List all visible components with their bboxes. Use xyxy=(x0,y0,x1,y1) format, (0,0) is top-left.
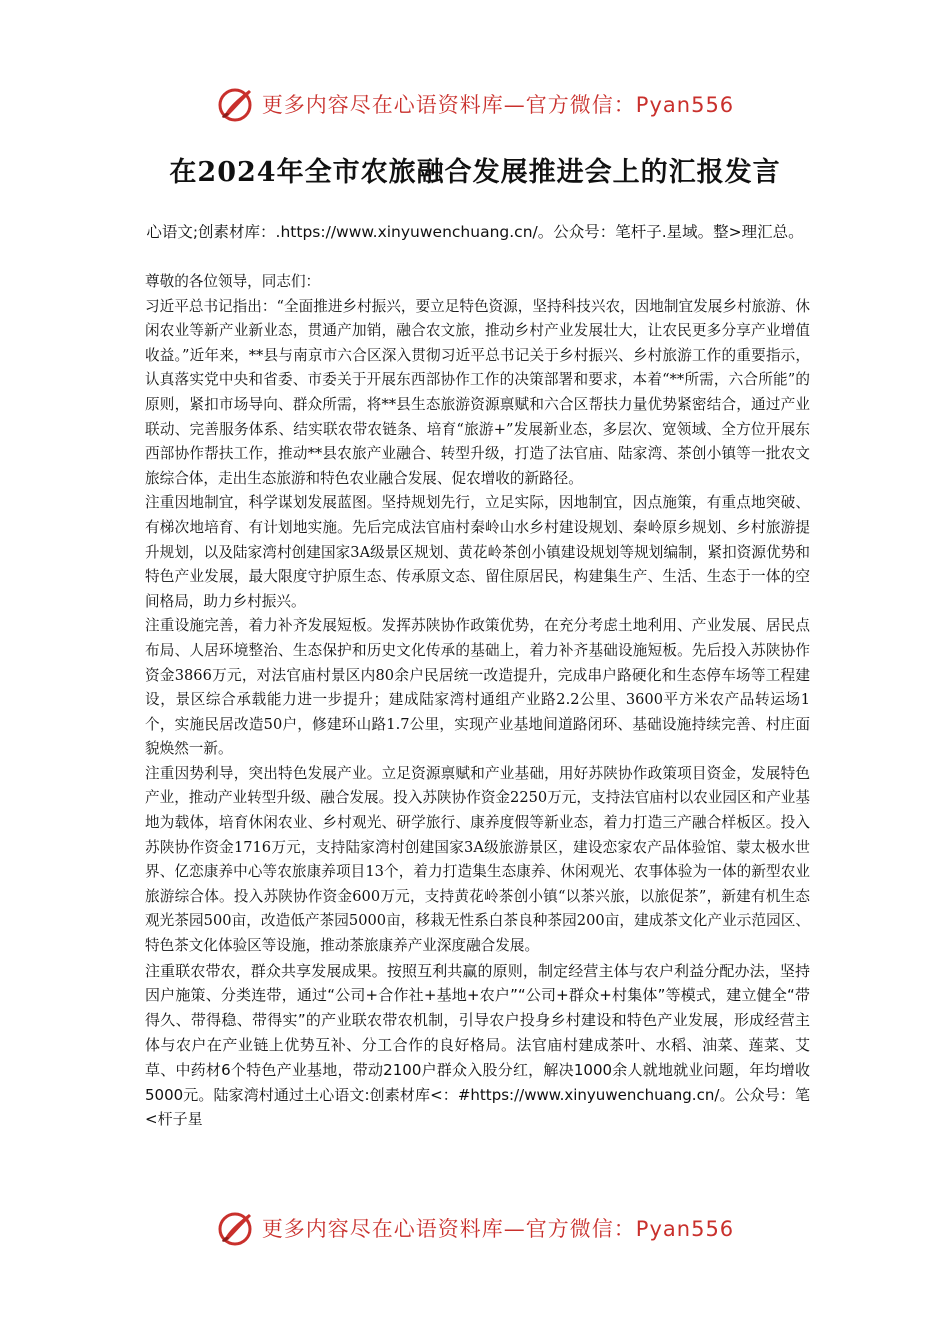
paragraph: 注重联农带农，群众共享发展成果。按照互利共赢的原则，制定经营主体与农户利益分配办法，坚持因户施策、分类连带，通过“公司+合作社+基地+农户”“公司+群众+村集体”等模式，建立健全“带得久、带得稳、带得实”的产业联农带农机制，引导农户投身乡村建设和特色产业发展，形成经营主体与农户在产业链上优势互补、分工合作的良好格局。法官庙村建成茶叶、水稻、油菜、莲菜、艾草、中药材6个特色产业基地，带动2100户群众入股分红，解决1000余人就地就业问题，年均增收5000元。陆家湾村通过土心语文:创素材库<：#https://www.xinyuwenchuang.cn/。公众号：笔<杆子星 xyxy=(145,961,810,1129)
footer-banner xyxy=(0,1206,950,1250)
paragraph: 注重因地制宜，科学谋划发展蓝图。坚持规划先行，立足实际，因地制宜，因点施策，有重点地突破、有梯次地培育、有计划地实施。先后完成法官庙村秦岭山水乡村建设规划、秦岭原乡规划、乡村旅游提升规划，以及陆家湾村创建国家3A级景区规划、黄花岭茶创小镇建设规划等规划编制，紧扣资源优势和特色产业发展，最大限度守护原生态、传承原文态、留住原居民，构建集生产、生活、生态于一体的空间格局，助力乡村振兴。 xyxy=(145,494,810,610)
greeting: 尊敬的各位领导，同志们： xyxy=(145,273,321,290)
brush-logo-icon xyxy=(216,1208,256,1248)
document-title: 在2024年全市农旅融合发展推进会上的汇报发言 xyxy=(169,157,781,188)
paragraph: 习近平总书记指出：“全面推进乡村振兴，要立足特色资源，坚持科技兴农，因地制宜发展乡村旅游、休闲农业等新产业新业态，贯通产加销，融合农文旅，推动乡村产业发展壮大，让农民更多分享产业增值收益。”近年来，**县与南京市六合区深入贯彻习近平总书记关于乡村振兴、乡村旅游工作的重要指示，认真落实党中央和省委、市委关于开展东西部协作工作的决策部署和要求，本着“**所需，六合所能”的原则，紧扣市场导向、群众所需，将**县生态旅游资源禀赋和六合区帮扶力量优势紧密结合，通过产业联动、完善服务体系、结实联农带农链条、培育“旅游+”发展新业态，多层次、宽领域、全方位开展东西部协作帮扶工作，推动**县农旅产业融合、转型升级，打造了法官庙、陆家湾、茶创小镇等一批农文旅综合体，走出生态旅游和特色农业融合发展、促农增收的新路径。 xyxy=(145,297,810,487)
header-banner xyxy=(0,82,950,126)
paragraph: 注重设施完善，着力补齐发展短板。发挥苏陕协作政策优势，在充分考虑土地利用、产业发展、居民点布局、人居环境整治、生态保护和历史文化传承的基础上，着力补齐基础设施短板。先后投入苏陕协作资金3866万元，对法官庙村景区内80余户民居统一改造提升，完成串户路硬化和生态停车场等工程建设，景区综合承载能力进一步提升；建成陆家湾村通组产业路2.2公里、3600平方米农产品转运场1个，实施民居改造50户，修建环山路1.7公里，实现产业基地间道路闭环、基础设施持续完善、村庄面貌焕然一新。 xyxy=(145,617,810,758)
document-body xyxy=(145,270,810,1132)
brush-logo-icon xyxy=(216,84,256,124)
banner-text: 更多内容尽在心语资料库—官方微信：Pyan556 xyxy=(261,93,735,117)
paragraph: 注重因势利导，突出特色发展产业。立足资源禀赋和产业基础，用好苏陕协作政策项目资金，发展特色产业，推动产业转型升级、融合发展。投入苏陕协作资金2250万元，支持法官庙村以农业园区和产业基地为载体，培育休闲农业、乡村观光、研学旅行、康养度假等新业态，着力打造三产融合样板区。投入苏陕协作资金1716万元，支持陆家湾村创建国家3A级旅游景区，建设恋家农产品体验馆、蒙太极水世界、亿恋康养中心等农旅康养项目13个，着力打造集生态康养、休闲观光、农事体验为一体的新型农业旅游综合体。投入苏陕协作资金600万元，支持黄花岭茶创小镇“以茶兴旅，以旅促茶”，新建有机生态观光茶园500亩，改造低产茶园5000亩，移栽无性系白茶良种茶园200亩，建成茶文化产业示范园区、特色茶文化体验区等设施，推动茶旅康养产业深度融合发展。 xyxy=(145,764,810,955)
source-line: 心语文;创素材库：.https://www.xinyuwenchuang.cn/。公众号：笔杆子.星域。整>理汇总。 xyxy=(146,223,804,241)
banner-text: 更多内容尽在心语资料库—官方微信：Pyan556 xyxy=(261,1217,735,1241)
